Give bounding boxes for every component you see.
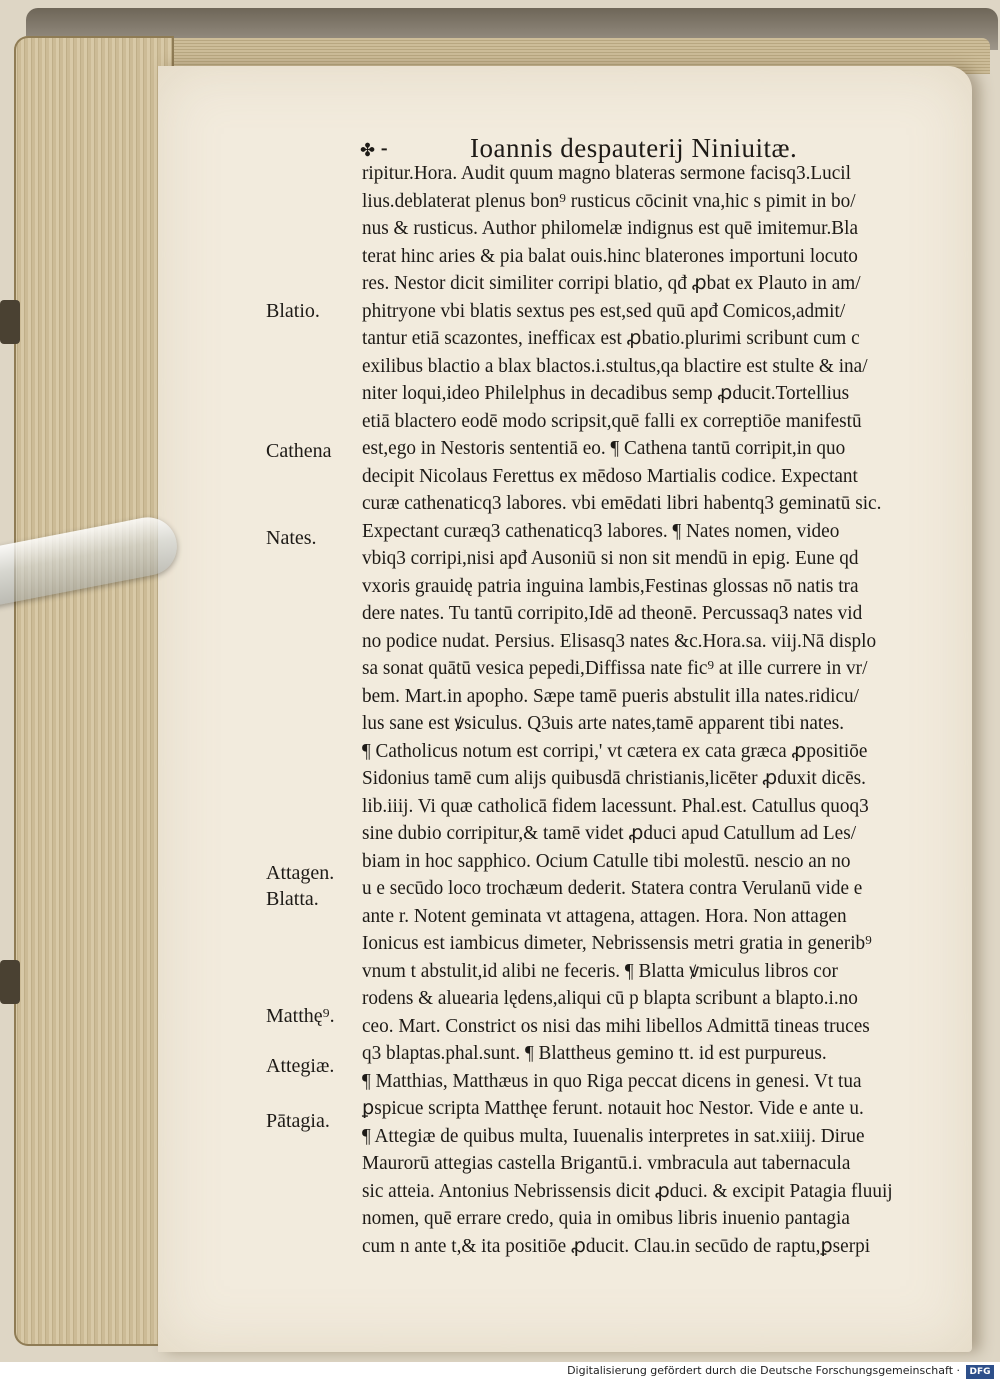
text-line: ante r. Notent geminata vt attagena, attagen. Hora. Non attagen [362, 905, 847, 927]
text-line: sine dubio corripitur,& tamē videt ꝓduci apud Catullum ad Les/ [362, 823, 857, 844]
text-line: res. Nestor dicit similiter corripi blatio, qđ ꝓbat ex Plauto in am/ [362, 273, 861, 294]
text-line: decipit Nicolaus Ferettus ex mēdoso Martialis codice. Expectant [362, 465, 858, 487]
text-line: rodens & aluearia lędens,aliqui cū p blapta scribunt a blapto.i.no [362, 988, 858, 1009]
text-line: ripitur.Hora. Audit quum magno blateras sermone facisq3.Lucil [362, 163, 851, 184]
text-line: terat hinc aries & pia balat ouis.hinc blaterones importuni locuto [362, 245, 858, 267]
text-line: Maurorū attegias castella Brigantū.i. vmbracula aut tabernacula [362, 1153, 851, 1174]
margin-note: Attagen. [266, 862, 335, 884]
book-clasp [0, 300, 20, 344]
text-line: dere nates. Tu tantū corripito,Idē ad theonē. Percussaq3 nates vid [362, 603, 863, 624]
text-line: ¶ Matthias, Matthæus in quo Riga peccat dicens in genesi. Vt tua [362, 1070, 862, 1092]
text-line: Sidonius tamē cum alijs quibusdā christianis,licēter ꝓduxit dicēs. [362, 768, 866, 789]
text-line: sic atteia. Antonius Nebrissensis dicit ꝓduci. & excipit Patagia fluuij [362, 1180, 893, 1202]
text-line: biam in hoc sapphico. Ocium Catulle tibi molestū. nescio an no [362, 850, 851, 872]
text-line: ꝑspicue scripta Matthęe ferunt. notauit hoc Nestor. Vide e ante u. [362, 1098, 864, 1119]
footer-bar [0, 1362, 1000, 1382]
margin-note: Blatta. [266, 888, 319, 910]
running-head: Ioannis despauterij Niniuitæ. [470, 133, 798, 163]
text-line: etiā blactero eodē modo scripsit,quē falli ex correptiōe manifestū [362, 410, 862, 432]
book-page-edges [14, 36, 174, 1346]
margin-note: Pātagia. [266, 1110, 330, 1132]
text-line: lib.iiij. Vi quæ catholicā fidem lacessunt. Phal.est. Catullus quoq3 [362, 795, 869, 817]
text-line: sa sonat quātū vesica pepedi,Diffissa nate fic⁹ at ille currere in vr/ [362, 658, 868, 679]
margin-note: Cathena [266, 440, 332, 462]
text-line: no podice nudat. Persius. Elisasq3 nates &c.Hora.sa. viij.Nā displo [362, 630, 877, 652]
text-block [362, 160, 970, 1260]
text-line: Expectant curæq3 cathenaticq3 labores. ¶ Nates nomen, video [362, 520, 840, 542]
text-line: ceo. Mart. Constrict os nisi das mihi libellos Admittā tineas truces [362, 1015, 870, 1037]
margin-note: Nates. [266, 527, 317, 549]
margin-note: Blatio. [266, 300, 320, 322]
text-line: ¶ Attegiæ de quibus multa, Iuuenalis interpretes in sat.xiiij. Dirue [362, 1125, 865, 1147]
text-line: q3 blaptas.phal.sunt. ¶ Blattheus gemino tt. id est purpureus. [362, 1043, 827, 1064]
text-line: cum n ante t,& ita positiōe ꝓducit. Clau.in secūdo de raptu,ꝑserpi [362, 1235, 871, 1257]
text-line: niter loqui,ideo Philelphus in decadibus semp ꝓducit.Tortellius [362, 383, 850, 404]
text-line: bem. Mart.in apopho. Sæpe tamē pueris abstulit illa nates.ridicu/ [362, 685, 860, 707]
text-line: u e secūdo loco trochæum dederit. Statera contra Verulanū vide e [362, 878, 863, 899]
text-line: nomen, quē errare credo, quia in omibus libris inuenio pantagia [362, 1208, 850, 1229]
book-clasp [0, 960, 20, 1004]
text-line: vnum t abstulit,id alibi ne feceris. ¶ Blatta ꝟmiculus libros cor [362, 960, 838, 982]
margin-note: Attegiæ. [266, 1055, 335, 1077]
text-line: vbiq3 corripi,nisi apđ Ausoniū si non sit mendū in epig. Eune qd [362, 548, 859, 569]
text-line: est,ego in Nestoris sententiā eo. ¶ Cathena tantū corripit,in quo [362, 438, 846, 459]
text-line: tantur etiā scazontes, inefficax est ꝓbatio.plurimi scribunt cum c [362, 328, 860, 349]
head-ornament: ✤ ⁃ [360, 140, 389, 160]
dfg-logo: DFG [966, 1365, 994, 1379]
text-line: lius.deblaterat plenus bon⁹ rusticus cōcinit vna,hic s pimit in bo/ [362, 190, 856, 212]
text-line: curæ cathenaticq3 labores. vbi emēdati libri habentq3 geminatū sic. [362, 493, 882, 514]
text-line: vxoris grauidę patria inguina lambis,Festinas glossas nō natis tra [362, 575, 859, 597]
text-line: lus sane est ꝟsiculus. Q3uis arte nates,tamē apparent tibi nates. [362, 713, 845, 734]
text-line: exilibus blactio a blax blactos.i.stultus,qa blactire est stulte & ina/ [362, 355, 868, 377]
margin-note: Matthę⁹. [266, 1005, 335, 1027]
footer-text: Digitalisierung gefördert durch die Deutsche Forschungsgemeinschaft · [567, 1364, 960, 1377]
text-line: ¶ Catholicus notum est corripi,' vt cætera ex cata græca ꝓpositiōe [362, 740, 868, 762]
text-line: Ionicus est iambicus dimeter, Nebrissensis metri gratia in generib⁹ [362, 933, 872, 954]
text-line: nus & rusticus. Author philomelæ indignus est quē imitemur.Bla [362, 218, 859, 239]
text-line: phitryone vbi blatis sextus pes est,sed quū apđ Comicos,admit/ [362, 300, 846, 322]
